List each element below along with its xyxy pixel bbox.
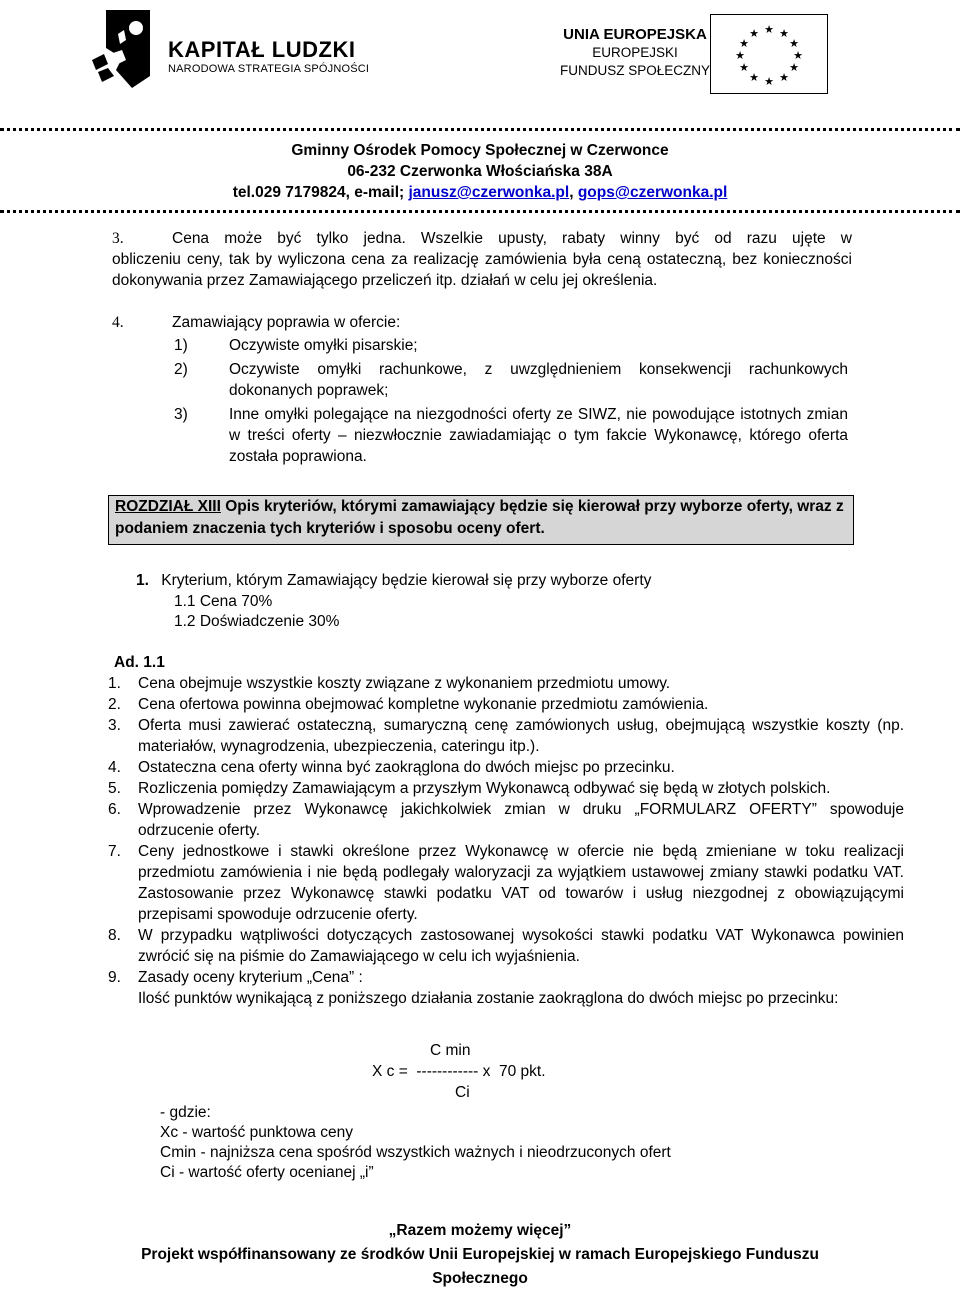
svg-text:★: ★ [764, 23, 774, 36]
list-item-text: Cena ofertowa powinna obejmować kompletne wykonanie przedmiotu zamówienia. [138, 696, 709, 713]
ad-list [108, 673, 904, 1009]
kapital-ludzki-title: KAPITAŁ LUDZKI [168, 37, 356, 62]
svg-text:★: ★ [735, 49, 745, 62]
svg-text:★: ★ [789, 61, 799, 74]
footer-slogan: „Razem możemy więcej” [388, 1222, 572, 1239]
kapital-ludzki-logo-icon [92, 10, 162, 88]
list-item [108, 925, 904, 967]
list-item-number: 8. [108, 927, 121, 944]
definition-xc: Xc - wartość punktowa ceny [160, 1124, 353, 1141]
list-item-number: 6. [108, 801, 121, 818]
list-item-number: 3. [108, 717, 121, 734]
list-item [174, 335, 848, 356]
header-divider-top [0, 128, 960, 131]
list-item [108, 673, 904, 694]
criteria-section [136, 570, 856, 591]
list-item-text: Oczywiste omyłki rachunkowe, z uwzględnieniem konsekwencji rachunkowych dokonanych poprawek; [229, 361, 848, 399]
eu-logo-text [560, 26, 710, 80]
formula-numerator: C min [430, 1042, 471, 1059]
list-item [108, 715, 904, 757]
svg-text:★: ★ [739, 37, 749, 50]
list-item-text: W przypadku wątpliwości dotyczących zastosowanej wysokości stawki podatku VAT Wykonawca powinien zwrócić się na piśmie do Zamawiającego w celu ich wyjaśnienia. [138, 927, 904, 965]
svg-text:★: ★ [779, 71, 789, 84]
eu-line-3: FUNDUSZ SPOŁECZNY [560, 63, 711, 78]
points-text: Ilość punktów wynikającą z poniższego działania zostanie zaokrąglona do dwóch miejsc po przecinku: [138, 990, 839, 1007]
svg-text:★: ★ [793, 49, 803, 62]
list-item-number: 1) [174, 337, 188, 354]
list-item-text: Rozliczenia pomiędzy Zamawiającym a przyszłym Wykonawcą odbywać się będą w złotych polskich. [138, 780, 831, 797]
chapter-label: ROZDZIAŁ XIII [115, 498, 221, 515]
list-item [108, 799, 904, 841]
list-item-text: Oczywiste omyłki pisarskie; [229, 337, 418, 354]
section-3 [112, 228, 852, 291]
list-item [108, 841, 904, 925]
list-item-number: 2) [174, 361, 188, 378]
list-item-number: 1. [108, 675, 121, 692]
chapter-heading-box [108, 495, 854, 545]
ad-heading: Ad. 1.1 [114, 654, 165, 671]
email-link-janusz[interactable]: janusz@czerwonka.pl [408, 184, 570, 201]
section-4-intro: Zamawiający poprawia w ofercie: [172, 314, 401, 331]
list-item-text: Ostateczna cena oferty winna być zaokrąglona do dwóch miejsc po przecinku. [138, 759, 675, 776]
criteria-text: Kryterium, którym Zamawiający będzie kierował się przy wyborze oferty [161, 572, 652, 589]
svg-text:★: ★ [764, 75, 774, 88]
definition-ci: Ci - wartość oferty ocenianej „i” [160, 1164, 374, 1181]
footer-line-2: Społecznego [432, 1270, 528, 1287]
list-item-text: Zasady oceny kryterium „Cena” : [138, 969, 363, 986]
contact-prefix: tel.029 7179824, e-mail; [232, 184, 409, 201]
list-item [174, 404, 848, 467]
section-4-list [174, 335, 848, 467]
definition-cmin: Cmin - najniższa cena spośród wszystkich ważnych i nieodrzuconych ofert [160, 1144, 671, 1161]
email-link-gops[interactable]: gops@czerwonka.pl [577, 184, 728, 201]
list-item [108, 967, 904, 988]
where-label: - gdzie: [160, 1104, 211, 1121]
list-item-number: 4. [108, 759, 121, 776]
footer-line-1: Projekt współfinansowany ze środków Unii Europejskiej w ramach Europejskiego Funduszu [141, 1246, 819, 1263]
list-item-text: Inne omyłki polegające na niezgodności oferty ze SIWZ, nie powodujące istotnych zmian w treści oferty – niezwłocznie zawiadamiając o tym fakcie Wykonawcę, którego oferta została poprawiona. [229, 406, 848, 465]
list-item-number: 9. [108, 969, 121, 986]
eu-line-2: EUROPEJSKI [592, 45, 678, 60]
contact-separator: , [569, 184, 578, 201]
list-item-text: Wprowadzenie przez Wykonawcę jakichkolwiek zmian w druku „FORMULARZ OFERTY” spowoduje odrzucenie oferty. [138, 801, 904, 839]
organization-contact [0, 182, 960, 203]
svg-text:★: ★ [739, 61, 749, 74]
kapital-ludzki-subtitle: NARODOWA STRATEGIA SPÓJNOŚCI [168, 63, 370, 75]
list-item [108, 757, 904, 778]
section-3-first-line: Cena może być tylko jedna. Wszelkie upusty, rabaty winny być od razu ujęte w [172, 230, 852, 247]
section-4 [112, 312, 852, 333]
svg-text:★: ★ [779, 27, 789, 40]
section-4-number: 4. [112, 314, 124, 331]
list-item [108, 694, 904, 715]
list-item-number: 7. [108, 843, 121, 860]
list-item-number: 5. [108, 780, 121, 797]
organization-address: 06-232 Czerwonka Włościańska 38A [347, 163, 613, 180]
header-divider-bottom [0, 210, 960, 213]
formula-denominator: Ci [455, 1084, 470, 1101]
list-item [108, 778, 904, 799]
list-item [174, 359, 848, 401]
criteria-number: 1. [136, 572, 149, 589]
svg-text:★: ★ [749, 71, 759, 84]
svg-text:★: ★ [789, 37, 799, 50]
list-item-text: Ceny jednostkowe i stawki określone przez Wykonawcę w ofercie nie będą zmieniane w toku realizacji przedmiotu zamówienia i nie będą podlegały waloryzacji za wyjątkiem ustawowej zmiany stawki podatku VAT. Zastosowanie przez Wykonawcę stawki podatku VAT od towarów i usług niezgodnej z obowiązującymi przepisami spowoduje odrzucenie oferty. [138, 843, 904, 923]
eu-flag-icon [710, 14, 828, 94]
section-3-number: 3. [112, 230, 124, 247]
criteria-sub-1: 1.1 Cena 70% [174, 593, 273, 610]
organization-name: Gminny Ośrodek Pomocy Społecznej w Czerwonce [291, 142, 669, 159]
svg-text:★: ★ [749, 27, 759, 40]
criteria-sub-2: 1.2 Doświadczenie 30% [174, 613, 340, 630]
formula-main: X c = ------------ x 70 pkt. [372, 1063, 546, 1080]
chapter-title: Opis kryteriów, którymi zamawiający będzie się kierował przy wyborze oferty, wraz z podaniem znaczenia tych kryteriów i sposobu oceny ofert. [115, 498, 844, 537]
list-item-text: Cena obejmuje wszystkie koszty związane z wykonaniem przedmiotu umowy. [138, 675, 671, 692]
list-item-number: 2. [108, 696, 121, 713]
eu-line-1: UNIA EUROPEJSKA [563, 26, 707, 43]
section-3-text: obliczeniu ceny, tak by wyliczona cena za realizację zamówienia była ceną ostateczną, bez konieczności dokonywania przez Zamawiającego przeliczeń itp. działań w celu jej określenia. [112, 251, 852, 289]
list-item-text: Oferta musi zawierać ostateczną, sumaryczną cenę zamówionych usług, obejmującą wszystkie koszty (np. materiałów, wynagrodzenia, ubezpieczenia, cateringu itp.). [138, 717, 904, 755]
list-item-number: 3) [174, 406, 188, 423]
